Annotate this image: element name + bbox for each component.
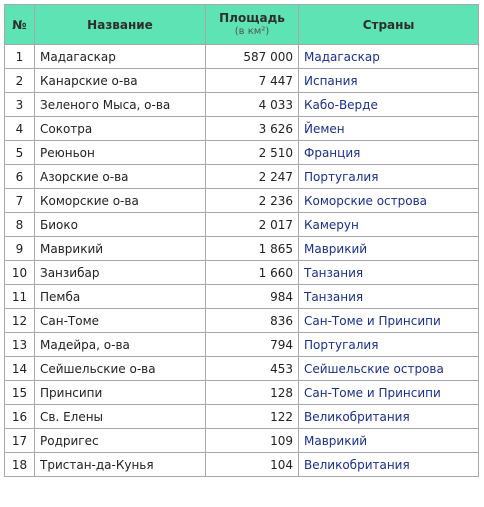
country-link[interactable]: Кабо-Верде [299,93,479,117]
country-link[interactable]: Великобритания [299,453,479,477]
country-link[interactable]: Франция [299,141,479,165]
table-row [5,237,479,261]
table-row [5,189,479,213]
country-link[interactable]: Сейшельские острова [299,357,479,381]
row-number: 13 [5,333,35,357]
country-link[interactable]: Сан-Томе и Принсипи [299,309,479,333]
island-name: Мадагаскар [35,45,206,69]
table-row [5,381,479,405]
island-area: 4 033 [206,93,299,117]
country-link[interactable]: Великобритания [299,405,479,429]
row-number: 3 [5,93,35,117]
table-row [5,285,479,309]
country-link[interactable]: Испания [299,69,479,93]
table-row [5,453,479,477]
island-area: 2 510 [206,141,299,165]
island-area: 128 [206,381,299,405]
island-name: Мадейра, о-ва [35,333,206,357]
header-name: Название [35,5,206,45]
island-name: Зеленого Мыса, о-ва [35,93,206,117]
table-row [5,69,479,93]
row-number: 5 [5,141,35,165]
row-number: 15 [5,381,35,405]
table-row [5,357,479,381]
table-row [5,93,479,117]
row-number: 8 [5,213,35,237]
country-link[interactable]: Маврикий [299,237,479,261]
row-number: 14 [5,357,35,381]
row-number: 9 [5,237,35,261]
island-name: Маврикий [35,237,206,261]
country-link[interactable]: Маврикий [299,429,479,453]
island-area: 104 [206,453,299,477]
row-number: 7 [5,189,35,213]
island-name: Реюньон [35,141,206,165]
island-name: Принсипи [35,381,206,405]
island-name: Пемба [35,285,206,309]
table-row [5,333,479,357]
island-name: Биоко [35,213,206,237]
country-link[interactable]: Португалия [299,165,479,189]
table-row [5,429,479,453]
island-name: Тристан-да-Кунья [35,453,206,477]
country-link[interactable]: Камерун [299,213,479,237]
row-number: 10 [5,261,35,285]
island-name: Сокотра [35,117,206,141]
row-number: 6 [5,165,35,189]
table-row [5,213,479,237]
island-area: 3 626 [206,117,299,141]
island-area: 109 [206,429,299,453]
island-name: Родригес [35,429,206,453]
island-area: 1 865 [206,237,299,261]
island-area: 2 236 [206,189,299,213]
island-area: 2 247 [206,165,299,189]
island-area: 7 447 [206,69,299,93]
header-countries: Страны [299,5,479,45]
country-link[interactable]: Танзания [299,261,479,285]
table-row [5,117,479,141]
island-area: 1 660 [206,261,299,285]
table-row [5,405,479,429]
table-row [5,261,479,285]
island-name: Св. Елены [35,405,206,429]
country-link[interactable]: Сан-Томе и Принсипи [299,381,479,405]
table-row [5,141,479,165]
row-number: 17 [5,429,35,453]
header-area-label: Площадь [219,11,285,25]
island-area: 836 [206,309,299,333]
country-link[interactable]: Танзания [299,285,479,309]
row-number: 2 [5,69,35,93]
island-area: 587 000 [206,45,299,69]
islands-table-container [4,4,479,477]
island-name: Занзибар [35,261,206,285]
island-area: 2 017 [206,213,299,237]
header-number: № [5,5,35,45]
table-header [5,5,479,45]
table-body [5,45,479,477]
row-number: 1 [5,45,35,69]
island-name: Азорские о-ва [35,165,206,189]
table-row [5,165,479,189]
header-row [5,5,479,45]
island-area: 794 [206,333,299,357]
island-name: Коморские о-ва [35,189,206,213]
country-link[interactable]: Коморские острова [299,189,479,213]
row-number: 11 [5,285,35,309]
island-name: Сан-Томе [35,309,206,333]
island-area: 984 [206,285,299,309]
table-row [5,45,479,69]
row-number: 18 [5,453,35,477]
islands-table [4,4,479,477]
island-area: 122 [206,405,299,429]
island-name: Канарские о-ва [35,69,206,93]
header-area [206,5,299,45]
table-row [5,309,479,333]
country-link[interactable]: Йемен [299,117,479,141]
island-name: Сейшельские о-ва [35,357,206,381]
row-number: 4 [5,117,35,141]
country-link[interactable]: Мадагаскар [299,45,479,69]
row-number: 12 [5,309,35,333]
row-number: 16 [5,405,35,429]
country-link[interactable]: Португалия [299,333,479,357]
island-area: 453 [206,357,299,381]
header-area-unit: (в км²) [234,26,270,37]
